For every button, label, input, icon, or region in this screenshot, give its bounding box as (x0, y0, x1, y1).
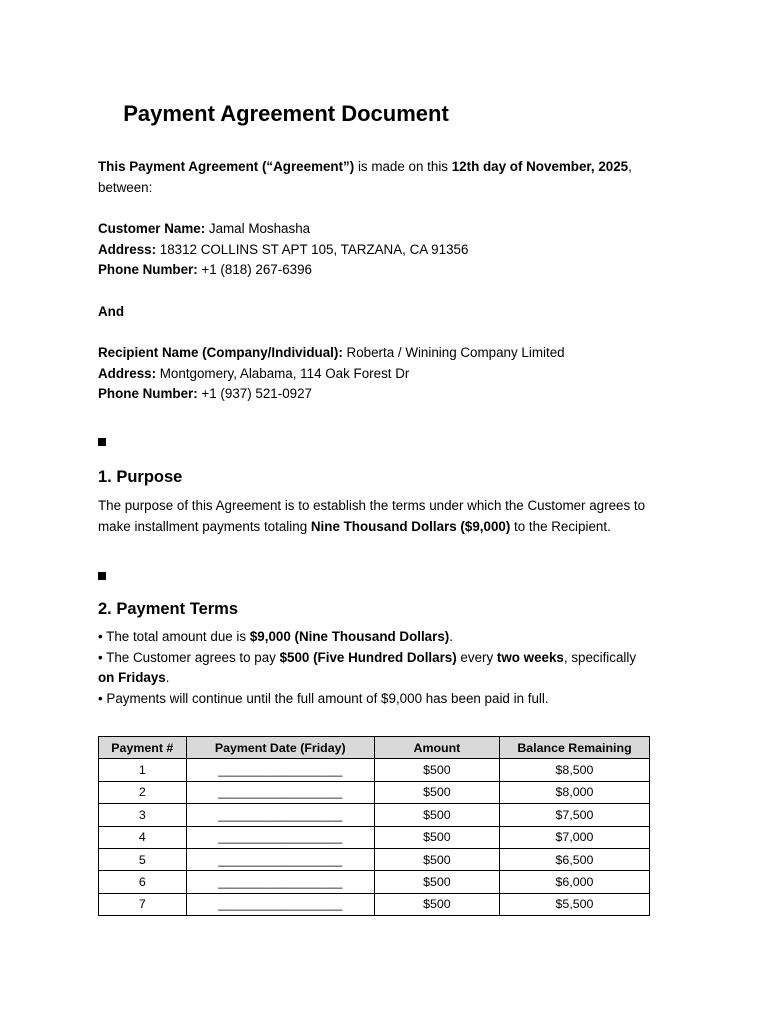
recipient-name-label: Recipient Name (Company/Individual): (98, 345, 343, 360)
table-header-row (99, 737, 650, 759)
purpose-line-2: make installment payments totaling (98, 518, 311, 534)
recipient-address-label: Address: (98, 365, 157, 381)
purpose-line-2-end: to the Recipient. (510, 518, 611, 534)
terms-bullet-2-text: • The Customer agrees to pay (98, 649, 280, 665)
customer-name-label: Customer Name: (98, 221, 206, 236)
recipient-details (98, 343, 678, 405)
and-label: And (98, 304, 125, 319)
customer-phone: +1 (818) 267-6396 (197, 262, 312, 278)
table-row (99, 848, 650, 870)
agreement-date: 12th day of November, 2025 (451, 159, 629, 174)
recipient-phone-label: Phone Number: (98, 386, 198, 402)
payment-number-cell: 4 (99, 826, 187, 848)
recipient-name: Roberta / Winining Company Limited (342, 345, 565, 360)
terms-bullet-2-cont (98, 668, 678, 689)
balance-cell: $8,000 (499, 781, 649, 803)
terms-bullet-1-text: • The total amount due is (98, 629, 250, 644)
terms-installment-amount: $500 (Five Hundred Dollars) (279, 649, 457, 665)
balance-cell: $7,500 (499, 804, 649, 826)
customer-phone-label: Phone Number: (98, 262, 198, 278)
terms-bullet-1 (98, 627, 678, 648)
payment-number-cell: 7 (99, 893, 187, 915)
balance-cell: $6,000 (499, 871, 649, 893)
amount-cell: $500 (374, 781, 499, 803)
section-marker-square (98, 438, 106, 446)
customer-details (98, 219, 678, 281)
payment-number-cell: 3 (99, 804, 187, 826)
column-header-payment-number: Payment # (99, 737, 187, 759)
amount-cell: $500 (374, 848, 499, 870)
intro-comma: , (628, 159, 632, 174)
column-header-amount: Amount (374, 737, 499, 759)
agreement-name: This Payment Agreement (“Agreement”) (98, 159, 355, 174)
terms-bullet-2-end: , specifically (563, 649, 637, 665)
payment-number-cell: 6 (99, 871, 187, 893)
balance-cell: $7,000 (499, 826, 649, 848)
intro-paragraph (98, 157, 678, 198)
table-row (99, 871, 650, 893)
payment-number-cell: 5 (99, 848, 187, 870)
amount-cell: $500 (374, 893, 499, 915)
payment-date-blank: __________________ (186, 804, 374, 826)
payment-date-blank: __________________ (186, 781, 374, 803)
column-header-balance: Balance Remaining (499, 737, 649, 759)
payment-date-blank: __________________ (186, 759, 374, 781)
amount-cell: $500 (374, 826, 499, 848)
document-title: Payment Agreement Document (123, 101, 449, 126)
table-row (99, 781, 650, 803)
customer-name: Jamal Moshasha (205, 221, 311, 236)
intro-text: is made on this (354, 159, 452, 174)
customer-address-label: Address: (98, 241, 157, 257)
payment-number-cell: 1 (99, 759, 187, 781)
amount-cell: $500 (374, 759, 499, 781)
terms-frequency: two weeks (496, 649, 564, 665)
payment-date-blank: __________________ (186, 893, 374, 915)
balance-cell: $5,500 (499, 893, 649, 915)
purpose-heading: 1. Purpose (98, 468, 183, 486)
table-row (99, 804, 650, 826)
payment-number-cell: 2 (99, 781, 187, 803)
terms-bullet-2-mid: every (456, 649, 497, 665)
customer-address: 18312 COLLINS ST APT 105, TARZANA, CA 91356 (156, 241, 469, 257)
amount-cell: $500 (374, 804, 499, 826)
balance-cell: $8,500 (499, 759, 649, 781)
amount-cell: $500 (374, 871, 499, 893)
purpose-line-1: The purpose of this Agreement is to establish the terms under which the Customer agrees to (98, 498, 646, 513)
table-row (99, 826, 650, 848)
balance-cell: $6,500 (499, 848, 649, 870)
payment-date-blank: __________________ (186, 871, 374, 893)
recipient-phone: +1 (937) 521-0927 (197, 386, 312, 402)
payment-terms-list (98, 627, 678, 710)
table-row (99, 759, 650, 781)
terms-bullet-2-period: . (165, 670, 170, 686)
purpose-paragraph (98, 496, 678, 537)
payment-date-blank: __________________ (186, 826, 374, 848)
payment-schedule-table (98, 736, 650, 916)
terms-total-due: $9,000 (Nine Thousand Dollars) (249, 629, 450, 644)
intro-between: between: (98, 179, 153, 195)
recipient-address: Montgomery, Alabama, 114 Oak Forest Dr (156, 365, 410, 381)
payment-date-blank: __________________ (186, 848, 374, 870)
terms-bullet-2 (98, 648, 678, 669)
terms-bullet-1-end: . (449, 629, 453, 644)
table-row (99, 893, 650, 915)
column-header-payment-date: Payment Date (Friday) (186, 737, 374, 759)
terms-bullet-3: • Payments will continue until the full amount of $9,000 has been paid in full. (98, 691, 549, 707)
section-marker-square (98, 572, 106, 580)
purpose-total: Nine Thousand Dollars ($9,000) (310, 518, 511, 534)
and-separator (98, 302, 678, 323)
payment-terms-heading: 2. Payment Terms (98, 600, 239, 618)
terms-day: on Fridays (98, 670, 166, 686)
